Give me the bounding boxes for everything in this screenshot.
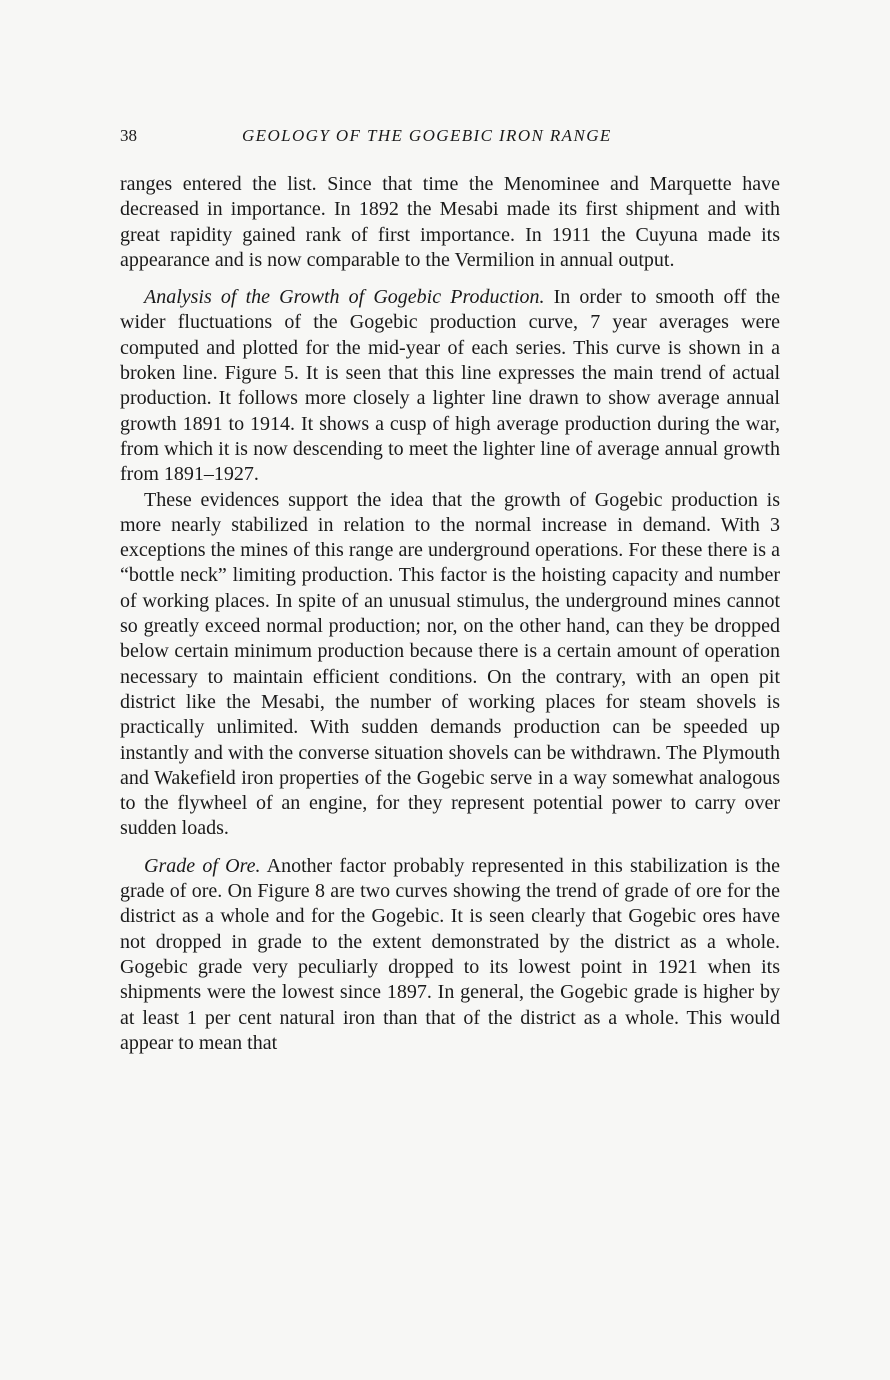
paragraph-text: These evidences support the idea that the growth of Gogebic production is more nearly stabilized in relation to the normal increase in demand. With 3 exceptions the mines of this range are underground operations. For these there is a “bottle neck” limiting production. This factor is the hoisting capacity and number of working places. In spite of an unusual stimulus, the underground mines cannot so greatly exceed normal production; nor, on the other hand, can they be dropped below certain minimum production because there is a certain amount of operation necessary to maintain efficient conditions. On the contrary, with an open pit district like the Mesabi, the number of working places for steam shovels is practically unlimited. With sudden demands production can be speeded up instantly and with the converse situation shovels can be withdrawn. The Plymouth and Wakefield iron properties of the Gogebic serve in a way somewhat analogous to the flywheel of an engine, for they represent potential power to carry over sudden loads. (120, 488, 780, 840)
page-header (120, 126, 780, 150)
side-heading: Grade of Ore. (144, 854, 261, 877)
side-heading: Analysis of the Growth of Gogebic Production. (144, 286, 545, 309)
body-text (120, 172, 780, 1056)
running-head: GEOLOGY OF THE GOGEBIC IRON RANGE (242, 126, 612, 145)
paragraph-text: Another factor probably represented in this stabilization is the grade of ore. On Figure 8 are two curves showing the trend of grade of ore for the district as a whole and for the Gogebic. It is seen clearly that Gogebic ores have not dropped in grade to the extent demonstrated by the district as a whole. Gogebic grade very peculiarly dropped to its lowest point in 1921 when its shipments were the lowest since 1897. In general, the Gogebic grade is higher by at least 1 per cent natural iron than that of the district as a whole. This would appear to mean that (120, 854, 780, 1054)
paragraph-text: In order to smooth off the wider fluctuations of the Gogebic production curve, 7 year averages were computed and plotted for the mid-year of each series. This curve is shown in a broken line. Figure 5. It is seen that this line expresses the main trend of actual production. It follows more closely a lighter line drawn to show average annual growth 1891 to 1914. It shows a cusp of high average production during the war, from which it is now descending to meet the lighter line of average annual growth from 1891–1927. (120, 286, 780, 486)
paragraph-stabilization (120, 488, 780, 842)
paragraph-text: ranges entered the list. Since that time the Menominee and Marquette have decreased in importance. In 1892 the Mesabi made its first shipment and with great rapidity gained rank of first importance. In 1911 the Cuyuna made its appearance and is now comparable to the Vermilion in annual output. (120, 173, 780, 271)
page-number: 38 (120, 126, 137, 145)
paragraph-grade-of-ore (120, 854, 780, 1056)
paragraph-continuation (120, 172, 780, 273)
paragraph-growth-analysis (120, 285, 780, 487)
